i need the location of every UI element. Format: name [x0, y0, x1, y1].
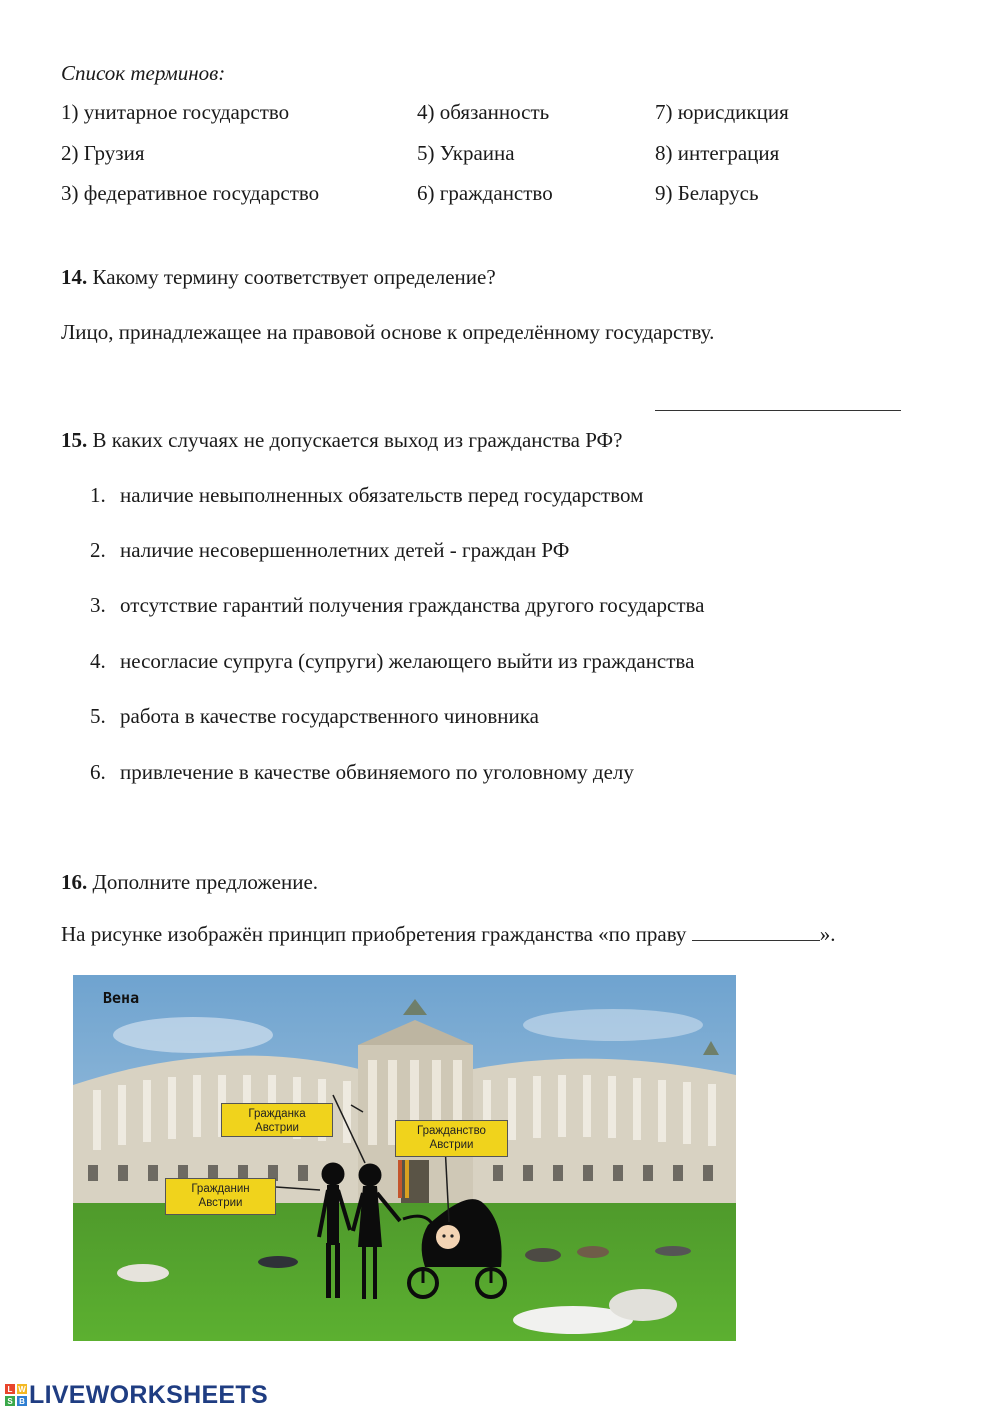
terms-list [61, 100, 961, 222]
city-label: Вена [103, 989, 140, 1007]
label-father-citizenship: Гражданин Австрии [165, 1178, 276, 1215]
option-number: 6. [90, 760, 106, 784]
option-text: наличие несовершеннолетних детей - граждан РФ [120, 538, 570, 562]
q16-sentence-start: На рисунке изображён принцип приобретения гражданства «по праву [61, 922, 692, 946]
svg-text:B: B [19, 1397, 25, 1406]
q14-number: 14. [61, 265, 88, 289]
terms-row [61, 141, 961, 182]
q15-option[interactable] [90, 593, 705, 618]
option-text: несогласие супруга (супруги) желающего выйти из гражданства [120, 649, 695, 673]
term-item: 8) интеграция [655, 140, 780, 165]
option-text: привлечение в качестве обвиняемого по уголовному делу [120, 760, 634, 784]
term-item: 2) Грузия [61, 140, 145, 165]
label-mother-citizenship: Гражданка Австрии [221, 1103, 333, 1137]
q14-text: Какому термину соответствует определение? [92, 265, 496, 289]
terms-row [61, 181, 961, 222]
q15-option[interactable] [90, 538, 569, 563]
citizenship-illustration [73, 975, 736, 1341]
q15-option[interactable] [90, 704, 539, 729]
q16-number: 16. [61, 870, 88, 894]
terms-row [61, 100, 961, 141]
option-text: работа в качестве государственного чиновника [120, 704, 539, 728]
svg-text:W: W [18, 1385, 26, 1394]
q15-option[interactable] [90, 649, 694, 674]
liveworksheets-logo-icon [5, 1384, 27, 1406]
q14-definition: Лицо, принадлежащее на правовой основе к определённому государству. [61, 320, 715, 344]
option-number: 3. [90, 593, 106, 617]
term-item: 4) обязанность [417, 100, 550, 124]
vienna-scene [73, 975, 736, 1341]
q16-sentence-end: ». [819, 922, 836, 946]
q15-question [61, 428, 622, 453]
label-child-citizenship: Гражданство Австрии [395, 1120, 508, 1157]
term-item: 7) юрисдикция [655, 100, 789, 124]
q14-question [61, 265, 496, 290]
svg-text:L: L [7, 1385, 13, 1394]
q15-option[interactable] [90, 483, 643, 508]
q16-answer-field[interactable] [692, 922, 820, 941]
option-text: наличие невыполненных обязательств перед государством [120, 483, 644, 507]
brand-text: LIVEWORKSHEETS [29, 1380, 268, 1409]
term-item: 9) Беларусь [655, 181, 759, 205]
q16-question [61, 870, 318, 895]
svg-text:S: S [7, 1397, 13, 1406]
terms-heading: Список терминов: [61, 61, 226, 85]
liveworksheets-brand[interactable] [5, 1379, 268, 1411]
q15-number: 15. [61, 428, 88, 452]
q15-option[interactable] [90, 760, 634, 785]
q16-sentence [61, 922, 835, 947]
option-number: 2. [90, 538, 106, 562]
q15-text: В каких случаях не допускается выход из гражданства РФ? [92, 428, 623, 452]
option-number: 5. [90, 704, 106, 728]
option-number: 1. [90, 483, 106, 507]
term-item: 6) гражданство [417, 181, 553, 205]
term-item: 5) Украина [417, 140, 515, 165]
option-text: отсутствие гарантий получения гражданства другого государства [120, 593, 705, 617]
q16-text: Дополните предложение. [92, 870, 319, 894]
q14-answer-field[interactable] [655, 390, 901, 411]
option-number: 4. [90, 649, 106, 673]
term-item: 3) федеративное государство [61, 181, 320, 205]
term-item: 1) унитарное государство [61, 100, 290, 124]
